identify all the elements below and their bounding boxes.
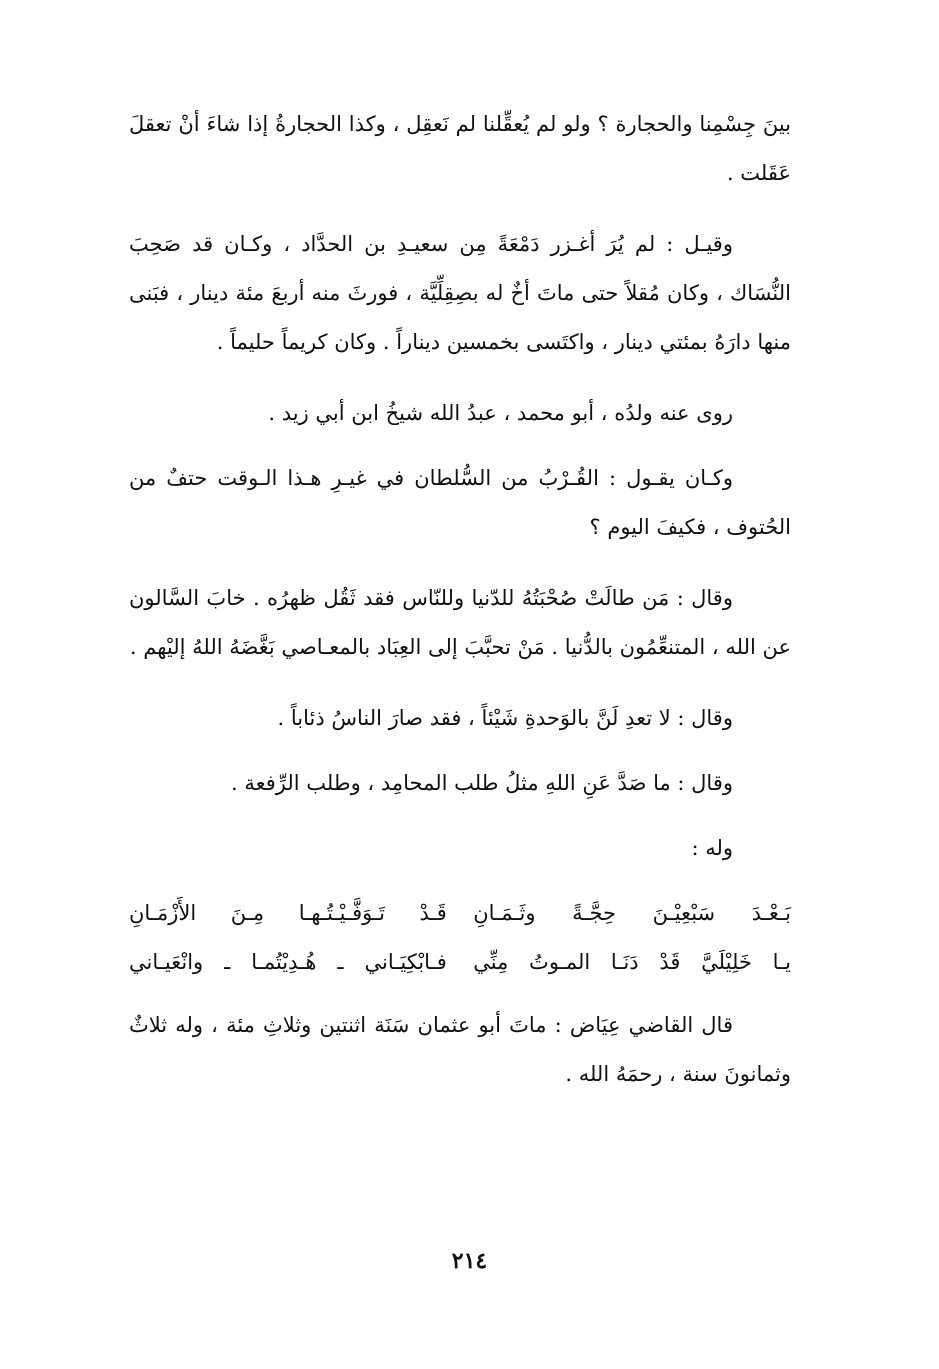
verse-first-hemistich: بَـعْـدَ سَبْعِيْـنَ حِجَّـةً وثَـمَـانِ [473,901,791,925]
verse-first-hemistich: يـا خَلِيْلَيَّ قَدْ دَنَـا المـوتُ مِنِّي [473,950,791,974]
verse-second-hemistich: فـابْكِيَـاني ـ هُـدِيْتُمـا ـ وانْعَيـاني [129,950,447,974]
poem [129,889,791,987]
paragraph-death-note: قال القاضي عِيَاض : ماتَ أبو عثمان سَنَة اثنتين وثلاثِ مئة ، وله ثلاثٌ وثمانونَ سنة ، رحمَهُ الله . [129,1013,791,1086]
verse-line [129,938,791,987]
verse-line [129,889,791,938]
paragraph-companionship: وقال : مَن طالَتْ صُحْبَتُهُ للدّنيا وللنّاس فقد ثَقُل ظهرُه . خابَ السَّالون عن الله ، المتنعِّمُون بالدُّنيا . مَنْ تحبَّبَ إلى العِبَاد بالمعـاصي بَغَّضَهُ اللهُ إليْهم . [129,586,791,659]
verse-second-hemistich: قَـدْ تَـوَفَّـيْـتُـهـا مِـنَ الأَزْمَـانِ [129,901,447,925]
paragraph-sultan: وكـان يقـول : القُـرْبُ من السُّلطان في غيـرِ هـذا الـوقت حتفٌ من الحُتوف ، فكيفَ اليوم ؟ [129,466,791,539]
page-number: ٢١٤ [451,1248,488,1274]
body-text [129,100,791,1121]
paragraph-stones: بينَ جِسْمِنا والحجارة ؟ ولو لم يُعقِّلنا لم نَعقِل ، وكذا الحجارةُ إذا شاءَ أنْ تعقلَ عَقَلت . [129,112,791,185]
paragraph-narrated: روى عنه ولدُه ، أبو محمد ، عبدُ الله شيخُ ابن أبي زيد . [268,401,733,425]
paragraph-said-tears: وقيـل : لم يُرَ أغـزر دَمْعَةً مِن سعيـدِ بن الحدَّاد ، وكـان قد صَحِبَ النُّسَاك ، وكان مُقلاً حتى ماتَ أخٌ له بصِقِلِّيَّة ، فورثَ منه أربعَ مئة دينار ، فبَنى منها دارَهُ بمئتي دينار ، واكتَسى بخمسين ديناراً . وكان كريماً حليماً . [129,232,791,354]
poem-intro: وله : [691,836,733,860]
paragraph-praise: وقال : ما صَدَّ عَنِ اللهِ مثلُ طلب المحامِد ، وطلب الرِّفعة . [231,771,733,795]
paragraph-solitude: وقال : لا تعدِ لَنَّ بالوَحدةِ شَيْئاً ، فقد صارَ الناسُ ذئاباً . [277,706,733,730]
